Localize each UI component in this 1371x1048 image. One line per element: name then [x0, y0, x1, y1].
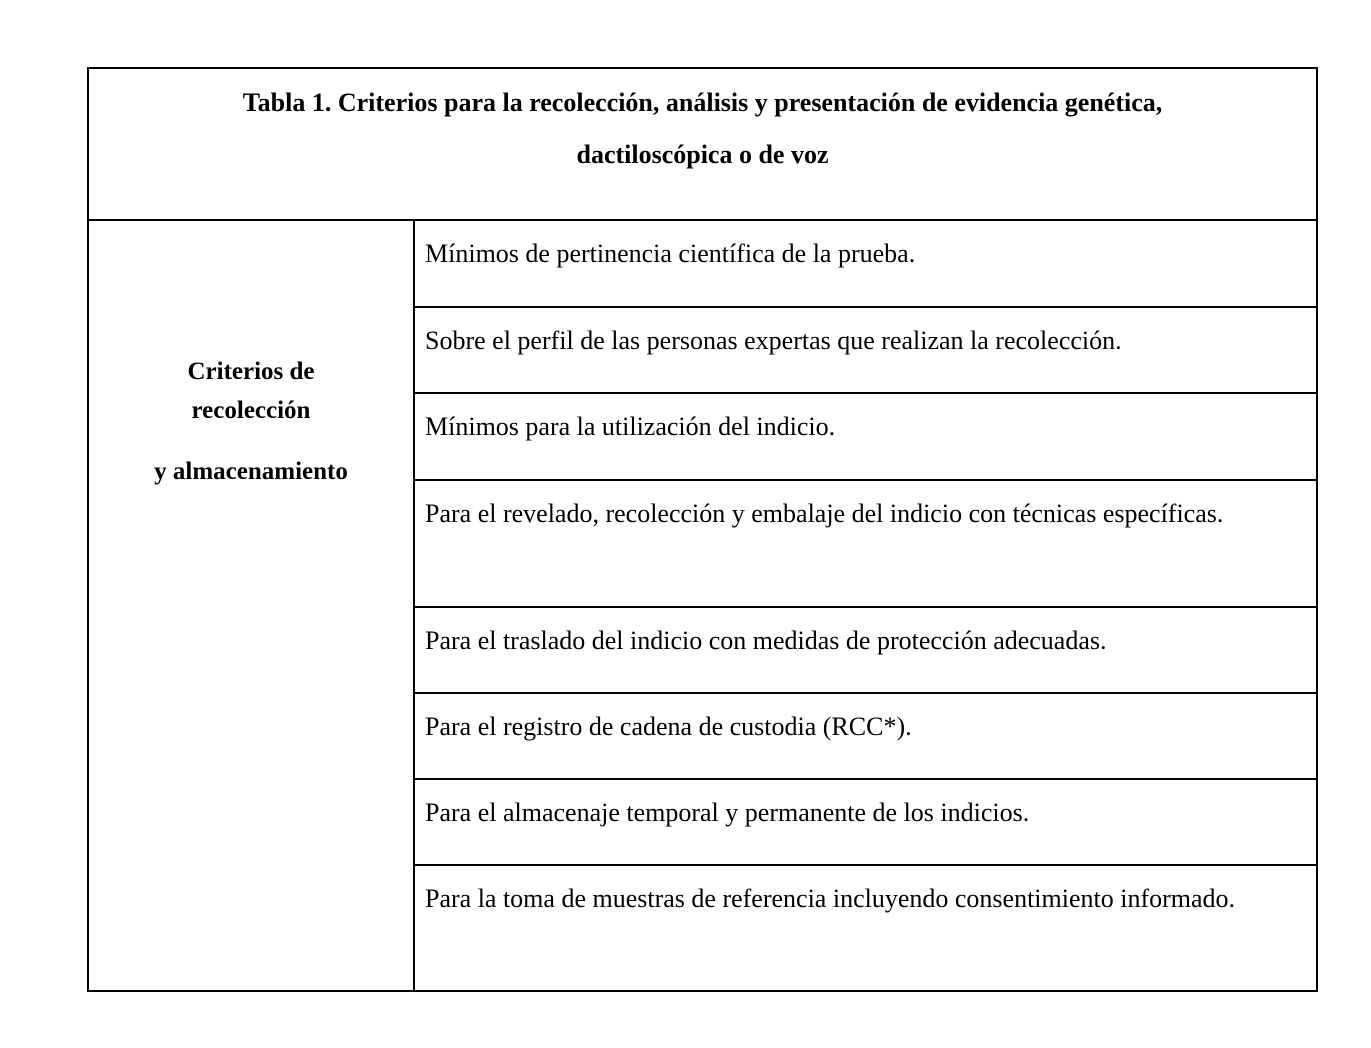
category-cell	[89, 221, 415, 992]
criteria-row: Para el revelado, recolección y embalaje del indicio con técnicas específicas.	[415, 481, 1318, 608]
criteria-row: Sobre el perfil de las personas expertas que realizan la recolección.	[415, 308, 1318, 394]
table-title	[89, 69, 1316, 221]
category-line-3: y almacenamiento	[154, 458, 348, 485]
category-line-1: Criterios de	[187, 358, 315, 385]
criteria-row: Para el traslado del indicio con medidas de protección adecuadas.	[415, 608, 1318, 694]
criteria-row: Mínimos para la utilización del indicio.	[415, 394, 1318, 481]
criteria-row: Mínimos de pertinencia científica de la prueba.	[415, 221, 1318, 308]
table-title-line-1: Tabla 1. Criterios para la recolección, análisis y presentación de evidencia genética,	[242, 88, 1163, 117]
criteria-row: Para el almacenaje temporal y permanente de los indicios.	[415, 780, 1318, 866]
table-title-line-2: dactiloscópica o de voz	[576, 140, 829, 169]
criteria-row: Para la toma de muestras de referencia incluyendo consentimiento informado.	[425, 884, 1236, 913]
category-line-2: recolección	[191, 397, 311, 424]
criteria-row: Para el registro de cadena de custodia (RCC*).	[415, 694, 1318, 780]
criteria-table	[87, 67, 1318, 992]
